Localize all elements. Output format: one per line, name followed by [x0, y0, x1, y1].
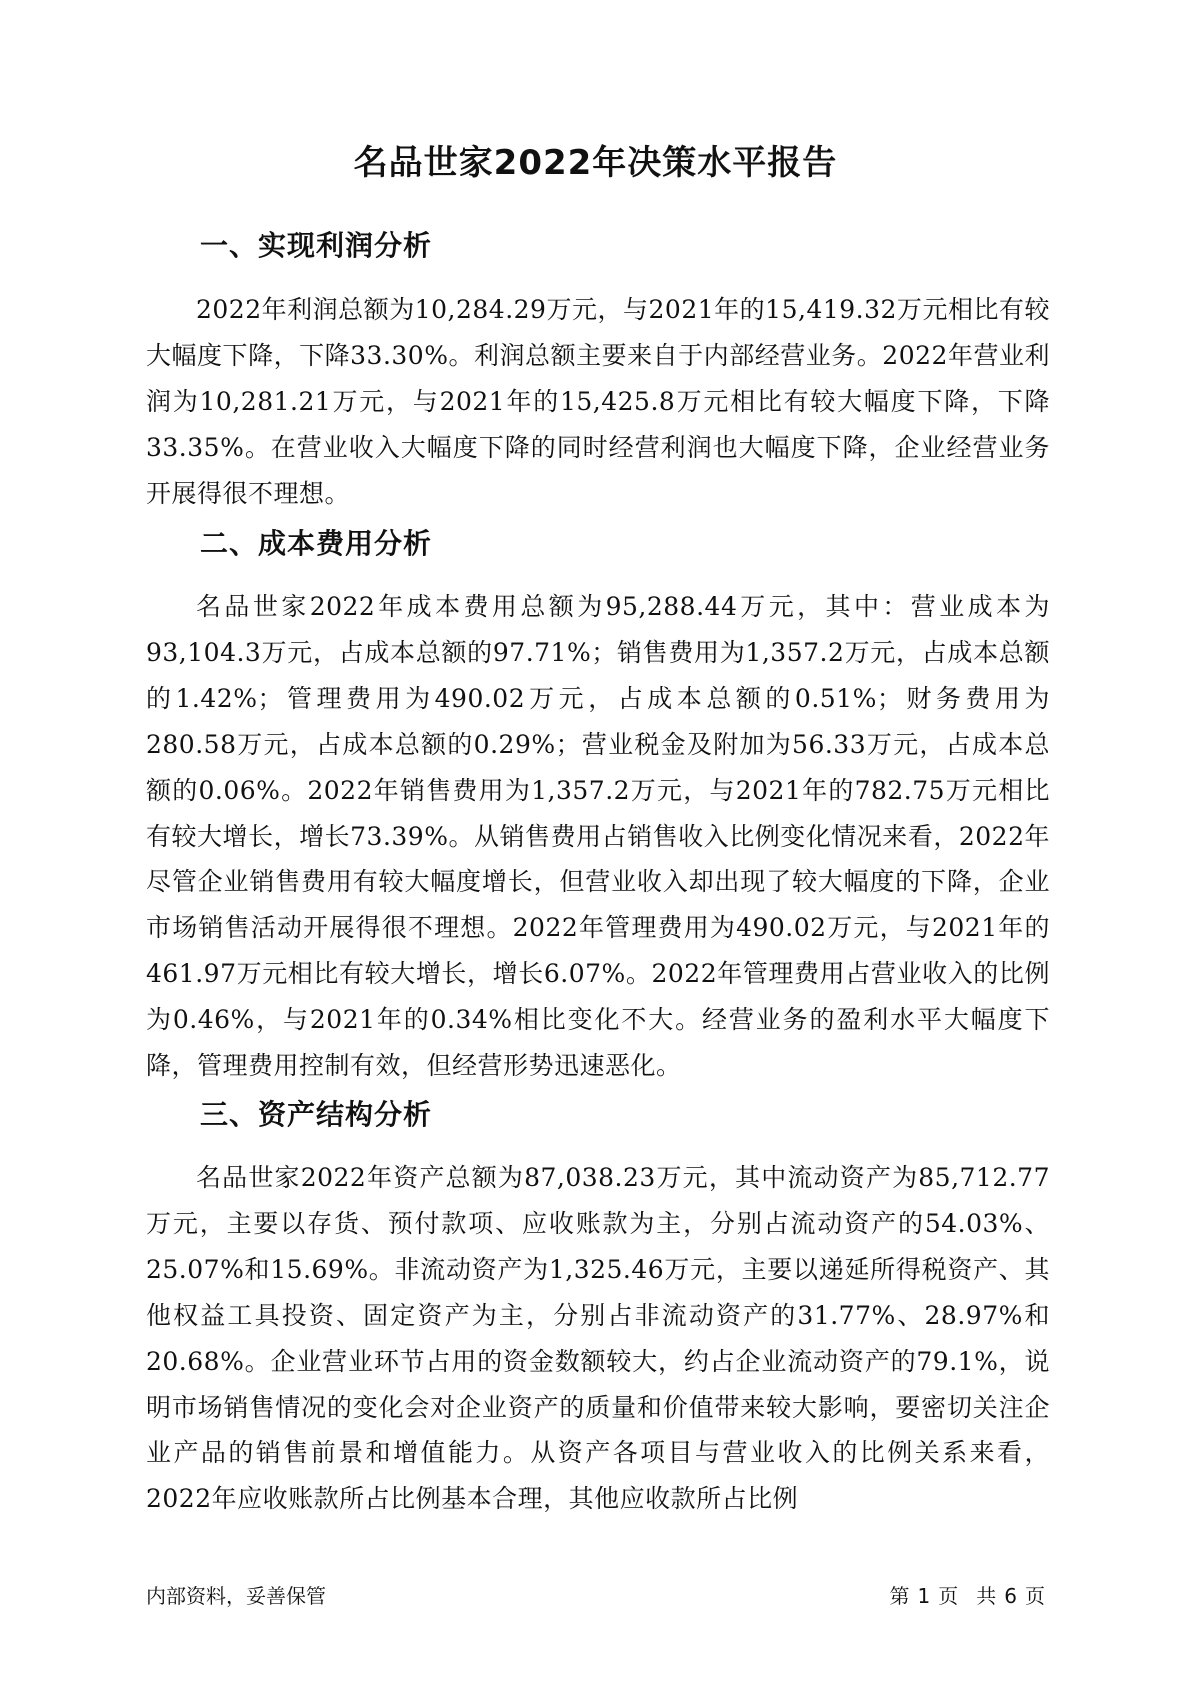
section-paragraph-cost: 名品世家2022年成本费用总额为95,288.44万元，其中：营业成本为93,104.3万元，占成本总额的97.71%；销售费用为1,357.2万元，占成本总额的1.42%；管理费用为490.02万元，占成本总额的0.51%；财务费用为280.58万元，占成本总额的0.29%；营业税金及附加为56.33万元，占成本总额的0.06%。2022年销售费用为1,357.2万元，与2021年的782.75万元相比有较大增长，增长73.39%。从销售费用占销售收入比例变化情况来看，2022年尽管企业销售费用有较大幅度增长，但营业收入却出现了较大幅度的下降，企业市场销售活动开展得很不理想。2022年管理费用为490.02万元，与2021年的461.97万元相比有较大增长，增长6.07%。2022年管理费用占营业收入的比例为0.46%，与2021年的0.34%相比变化不大。经营业务的盈利水平大幅度下降，管理费用控制有效，但经营形势迅速恶化。 — [146, 592, 1050, 1081]
page-prefix: 第 — [889, 1584, 910, 1608]
document-title: 名品世家2022年决策水平报告 — [353, 143, 838, 183]
footer-confidential-note: 内部资料，妥善保管 — [146, 1584, 326, 1608]
total-word: 页 — [1025, 1584, 1045, 1608]
section-heading-profit: 一、实现利润分析 — [200, 229, 433, 262]
page-current: 1 — [917, 1584, 931, 1608]
page-total: 6 — [1004, 1584, 1017, 1608]
section-paragraph-profit: 2022年利润总额为10,284.29万元，与2021年的15,419.32万元相比有较大幅度下降，下降33.30%。利润总额主要来自于内部经营业务。2022年营业利润为10,281.21万元，与2021年的15,425.8万元相比有较大幅度下降，下降33.35%。在营业收入大幅度下降的同时经营利润也大幅度下降，企业经营业务开展得很不理想。 — [146, 295, 1050, 508]
section-heading-assets: 三、资产结构分析 — [200, 1098, 433, 1131]
section-heading-cost: 二、成本费用分析 — [200, 527, 433, 560]
section-paragraph-assets: 名品世家2022年资产总额为87,038.23万元，其中流动资产为85,712.77万元，主要以存货、预付款项、应收账款为主，分别占流动资产的54.03%、25.07%和15.69%。非流动资产为1,325.46万元，主要以递延所得税资产、其他权益工具投资、固定资产为主，分别占非流动资产的31.77%、28.97%和20.68%。企业营业环节占用的资金数额较大，约占企业流动资产的79.1%，说明市场销售情况的变化会对企业资产的质量和价值带来较大影响，要密切关注企业产品的销售前景和增值能力。从资产各项目与营业收入的比例关系来看，2022年应收账款所占比例基本合理，其他应收款所占比例 — [146, 1163, 1050, 1514]
footer-page-number — [890, 1582, 1045, 1610]
page-word: 页 — [938, 1584, 959, 1608]
total-prefix: 共 — [976, 1584, 997, 1608]
